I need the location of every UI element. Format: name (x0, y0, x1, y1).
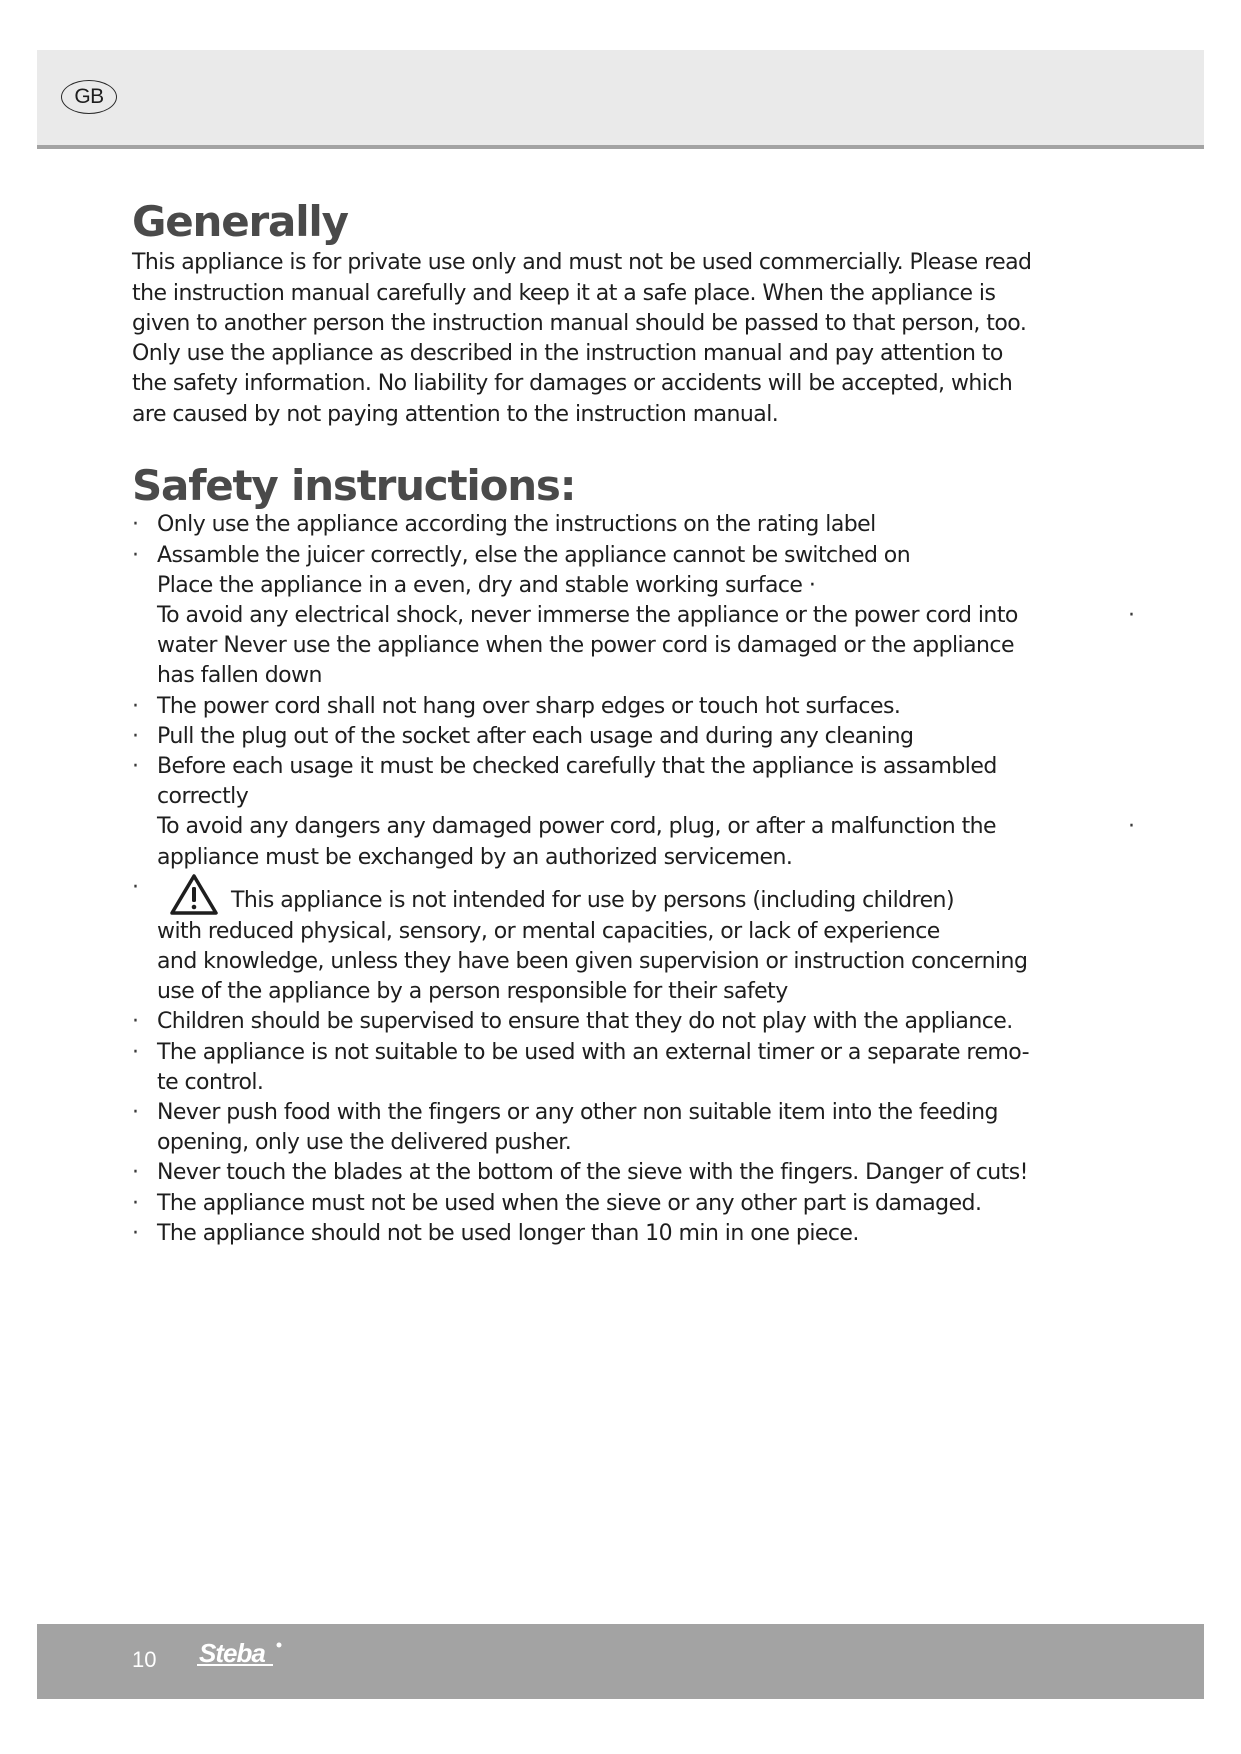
bullet: · (1128, 814, 1135, 840)
bullet: · (132, 693, 139, 719)
language-badge: GB (61, 80, 117, 114)
item-line: opening, only use the delivered pusher. (157, 1130, 572, 1156)
paragraph-line: Only use the appliance as described in the instruction manual and pay attention to (132, 341, 1003, 367)
safety-item (132, 752, 1132, 812)
item-line: Before each usage it must be checked carefully that the appliance is assambled (157, 754, 997, 779)
item-line: correctly (157, 784, 249, 810)
safety-item (132, 873, 1132, 1008)
bullet: · (132, 723, 139, 749)
bullet: · (132, 874, 139, 900)
item-line: To avoid any electrical shock, never immerse the appliance or the power cord into (157, 602, 1018, 628)
svg-text:Steba: Steba (199, 1638, 265, 1668)
safety-item (132, 1038, 1132, 1098)
warning-triangle-icon (169, 873, 219, 917)
item-line: Never push food with the fingers or any other non suitable item into the feeding (157, 1100, 998, 1126)
item-line: The appliance must not be used when the sieve or any other part is damaged. (157, 1190, 982, 1216)
item-line: water Never use the appliance when the power cord is damaged or the appliance (157, 633, 1014, 659)
safety-item (132, 692, 1132, 722)
item-line: Assamble the juicer correctly, else the appliance cannot be switched on (157, 542, 911, 568)
safety-item (132, 1158, 1132, 1188)
bullet: · (132, 542, 139, 568)
paragraph-line: are caused by not paying attention to the instruction manual. (132, 401, 779, 427)
item-line-text: This appliance is not intended for use by persons (including children) (231, 887, 954, 913)
generally-paragraph (132, 248, 1122, 430)
safety-item (132, 722, 1132, 752)
safety-item (132, 1219, 1132, 1249)
item-line: Only use the appliance according the instructions on the rating label (157, 512, 876, 538)
bullet: · (132, 512, 139, 538)
footer-band (37, 1624, 1204, 1699)
safety-item (132, 541, 1132, 571)
bullet: · (132, 1039, 139, 1065)
paragraph-line: This appliance is for private use only and must not be used commercially. Please read (132, 250, 1032, 276)
safety-item (132, 812, 1135, 872)
safety-item (132, 1098, 1132, 1158)
safety-item (132, 601, 1135, 692)
safety-item (132, 1189, 1132, 1219)
item-line: with reduced physical, sensory, or mental capacities, or lack of experience (157, 918, 940, 944)
bullet: · (132, 1220, 139, 1246)
item-line: Pull the plug out of the socket after each usage and during any cleaning (157, 723, 914, 749)
bullet: · (132, 754, 139, 779)
bullet: · (132, 1100, 139, 1126)
item-line (157, 873, 1132, 917)
page-number: 10 (132, 1647, 157, 1672)
bullet: · (132, 1190, 139, 1216)
item-line: Place the appliance in a even, dry and stable working surface · (157, 572, 816, 598)
paragraph-line: given to another person the instruction manual should be passed to that person, too. (132, 310, 1027, 336)
item-line: To avoid any dangers any damaged power cord, plug, or after a malfunction the (157, 814, 997, 840)
bullet: · (132, 1160, 139, 1186)
item-line: use of the appliance by a person responsible for their safety (157, 979, 788, 1005)
page-content (132, 197, 1135, 1249)
safety-list (132, 510, 1135, 1249)
paragraph-line: the instruction manual carefully and keep it at a safe place. When the appliance is (132, 280, 996, 306)
item-line: The appliance is not suitable to be used with an external timer or a separate remo- (157, 1039, 1030, 1065)
item-line: and knowledge, unless they have been given supervision or instruction concerning (157, 949, 1028, 975)
item-line: appliance must be exchanged by an authorized servicemen. (157, 844, 793, 870)
steba-logo (195, 1638, 315, 1674)
safety-item (132, 571, 1132, 601)
bullet: · (132, 1009, 139, 1035)
item-line: The appliance should not be used longer than 10 min in one piece. (157, 1220, 859, 1246)
item-line: Children should be supervised to ensure that they do not play with the appliance. (157, 1009, 1013, 1035)
heading-safety-instructions: Safety instructions: (132, 461, 576, 511)
header-band (37, 50, 1204, 149)
safety-item (132, 1007, 1132, 1037)
item-line: te control. (157, 1069, 264, 1095)
item-line: The power cord shall not hang over sharp edges or touch hot surfaces. (157, 693, 901, 719)
heading-generally: Generally (132, 197, 348, 246)
bullet: · (1128, 602, 1135, 628)
item-line: Never touch the blades at the bottom of the sieve with the fingers. Danger of cuts! (157, 1160, 1028, 1186)
paragraph-line: the safety information. No liability for damages or accidents will be accepted, which (132, 371, 1013, 397)
safety-item (132, 510, 1132, 540)
item-line: has fallen down (157, 663, 322, 689)
